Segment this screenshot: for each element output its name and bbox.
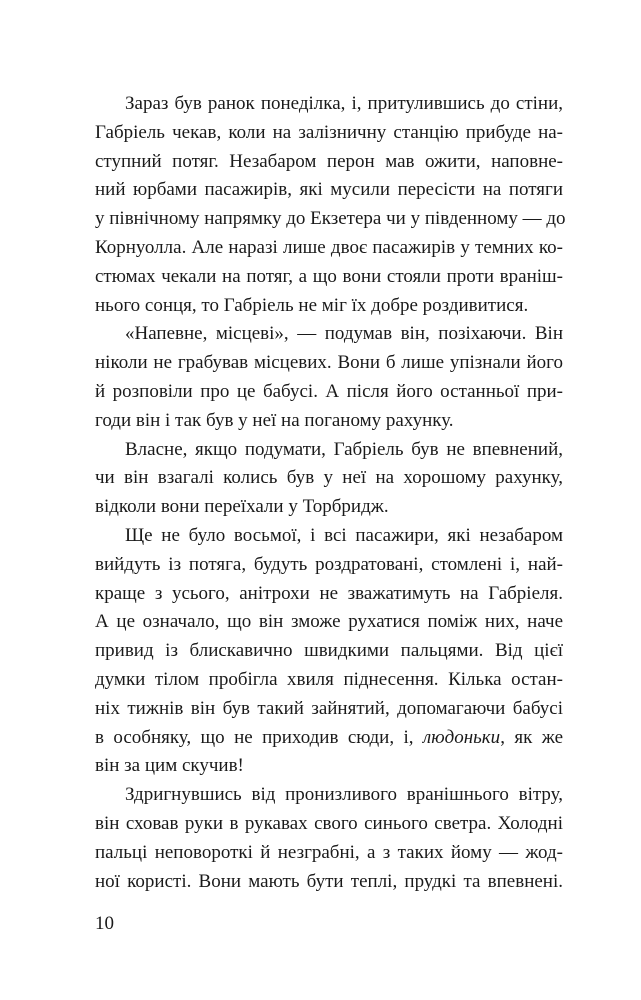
text-line: вийдуть із потяга, будуть роздратовані, стомлені і, най- — [95, 553, 563, 575]
text-line: ніх тижнів він був такий зайнятий, допомагаючи бабусі — [95, 697, 563, 719]
text-line: Корнуолла. Але наразі лише двоє пасажирів у темних ко- — [95, 236, 563, 258]
text-line: ний юрбами пасажирів, які мусили пересісти на потяги — [95, 179, 563, 201]
text-line: краще з усього, анітрохи не зважатимуть на Габріеля. — [95, 582, 563, 604]
text-line: А це означало, що він зможе рухатися поміж них, наче — [95, 611, 563, 633]
text-line: пальці неповороткі й незграбні, а з таких йому — жод- — [95, 841, 563, 863]
text-line: у північному напрямку до Екзетера чи у південному — до — [95, 208, 566, 230]
italic-emphasis: людоньки — [422, 726, 501, 748]
text-line: він за цим скучив! — [95, 755, 244, 777]
text-segment: в особняку, що не приходив сюди, і, — [95, 726, 423, 748]
text-line: думки тілом пробігла хвиля піднесення. Кілька остан- — [95, 668, 563, 690]
text-line: нього сонця, то Габріель не міг їх добре роздивитися. — [95, 294, 529, 316]
text-line: стюмах чекали на потяг, а що вони стояли проти враніш- — [95, 265, 563, 287]
text-line: відколи вони переїхали у Торбридж. — [95, 496, 389, 518]
text-line: «Напевне, місцеві», — подумав він, позіхаючи. Він — [125, 323, 563, 345]
text-line: він сховав руки в рукавах свого синього светра. Холодні — [95, 812, 563, 834]
text-line: Власне, якщо подумати, Габріель був не впевнений, — [125, 438, 563, 460]
text-line: ніколи не грабував місцевих. Вони б лише упізнали його — [95, 352, 563, 374]
text-line: Ще не було восьмої, і всі пасажири, які незабаром — [125, 524, 563, 546]
text-segment: , як же — [500, 726, 564, 748]
text-line: Здригнувшись від пронизливого вранішнього вітру, — [125, 784, 563, 806]
text-line: ступний потяг. Незабаром перон мав ожити, наповне- — [95, 150, 563, 172]
text-line: привид із блискавично швидкими пальцями. Від цієї — [95, 640, 563, 662]
text-line: Габріель чекав, коли на залізничну станцію прибуде на- — [95, 121, 563, 143]
text-line: Зараз був ранок понеділка, і, притулившись до стіни, — [125, 93, 563, 114]
mixed-line — [95, 724, 563, 753]
text-line: й розповіли про це бабусі. А після його останньої при- — [95, 380, 563, 402]
page-number: 10 — [95, 913, 114, 934]
text-line — [95, 724, 563, 753]
body-text — [95, 90, 566, 896]
text-line: чи він взагалі колись був у неї на хорошому рахунку, — [95, 467, 563, 489]
text-line: годи він і так був у неї на поганому рахунку. — [95, 409, 454, 431]
text-line: ної користі. Вони мають бути теплі, прудкі та впевнені. — [95, 870, 563, 892]
